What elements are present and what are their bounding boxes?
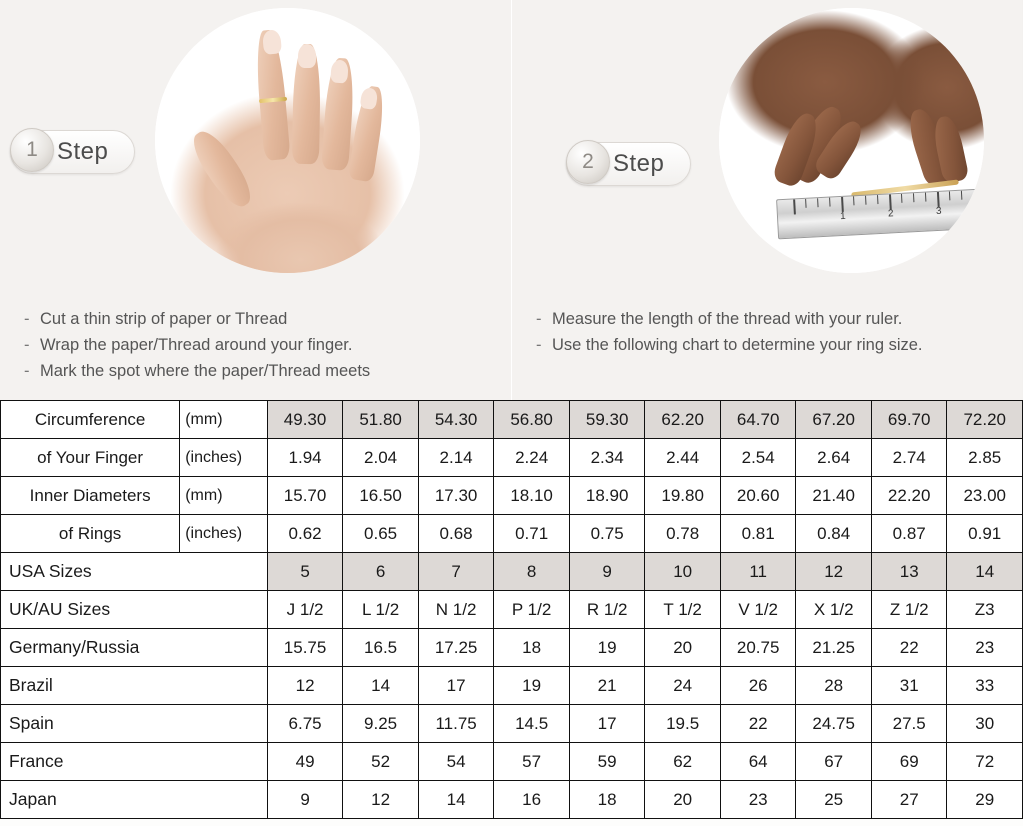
list-item: - Wrap the paper/Thread around your finger. <box>24 336 353 354</box>
cell: 0.68 <box>418 515 494 553</box>
cell: 12 <box>267 667 343 705</box>
row-label-inner-diameters-2: of Rings <box>1 515 180 553</box>
cell: 33 <box>947 667 1023 705</box>
row-label-germany-russia: Germany/Russia <box>1 629 268 667</box>
cell: 59 <box>569 743 645 781</box>
cell: 67.20 <box>796 401 872 439</box>
step-2-panel <box>511 0 1022 400</box>
row-label-brazil: Brazil <box>1 667 268 705</box>
cell: R 1/2 <box>569 591 645 629</box>
cell: Z 1/2 <box>871 591 947 629</box>
cell: 72 <box>947 743 1023 781</box>
table-row <box>1 629 1023 667</box>
cell: 69 <box>871 743 947 781</box>
step-2-badge <box>566 140 691 188</box>
cell: 6 <box>343 553 419 591</box>
cell: 0.84 <box>796 515 872 553</box>
row-label-circumference: Circumference <box>1 401 180 439</box>
hand-with-thread-illustration <box>155 8 420 273</box>
cell: 16.50 <box>343 477 419 515</box>
cell: 18 <box>569 781 645 819</box>
cell: 64 <box>720 743 796 781</box>
step-2-number: 2 <box>566 140 610 184</box>
cell: X 1/2 <box>796 591 872 629</box>
cell: 17 <box>418 667 494 705</box>
cell: 11 <box>720 553 796 591</box>
table-row <box>1 743 1023 781</box>
cell: N 1/2 <box>418 591 494 629</box>
row-label-circumference-2: of Your Finger <box>1 439 180 477</box>
ruler-number-3: 3 <box>935 205 942 218</box>
cell: 64.70 <box>720 401 796 439</box>
cell: 25 <box>796 781 872 819</box>
cell: 17.25 <box>418 629 494 667</box>
cell: 26 <box>720 667 796 705</box>
cell: 2.14 <box>418 439 494 477</box>
cell: 2.24 <box>494 439 570 477</box>
cell: 18.10 <box>494 477 570 515</box>
cell: 24 <box>645 667 721 705</box>
cell: 62 <box>645 743 721 781</box>
cell: 56.80 <box>494 401 570 439</box>
cell: 2.64 <box>796 439 872 477</box>
row-unit-inches: (inches) <box>180 515 268 553</box>
cell: 0.91 <box>947 515 1023 553</box>
cell: 28 <box>796 667 872 705</box>
list-item: - Mark the spot where the paper/Thread meets <box>24 362 371 380</box>
cell: 54 <box>418 743 494 781</box>
step-1-photo <box>155 8 420 273</box>
cell: 9 <box>267 781 343 819</box>
cell: 0.75 <box>569 515 645 553</box>
table-row <box>1 591 1023 629</box>
cell: 52 <box>343 743 419 781</box>
cell: 20.75 <box>720 629 796 667</box>
cell: 14 <box>343 667 419 705</box>
cell: 31 <box>871 667 947 705</box>
cell: 2.74 <box>871 439 947 477</box>
step-2-label: Step <box>613 150 665 177</box>
cell: 57 <box>494 743 570 781</box>
step-1-badge <box>10 128 135 176</box>
step-1-bullets <box>24 306 370 384</box>
ruler-number-2: 2 <box>887 208 894 220</box>
table-row <box>1 401 1023 439</box>
row-label-usa-sizes: USA Sizes <box>1 553 268 591</box>
row-label-japan: Japan <box>1 781 268 819</box>
cell: 18.90 <box>569 477 645 515</box>
cell: 16.5 <box>343 629 419 667</box>
cell: 5 <box>267 553 343 591</box>
cell: 15.70 <box>267 477 343 515</box>
hand-measuring-thread-illustration <box>719 8 984 273</box>
cell: 7 <box>418 553 494 591</box>
cell: 21 <box>569 667 645 705</box>
cell: 20 <box>645 629 721 667</box>
step-2-bullet-1: Measure the length of the thread with your ruler. <box>552 310 903 328</box>
cell: 51.80 <box>343 401 419 439</box>
cell: 2.44 <box>645 439 721 477</box>
row-label-france: France <box>1 743 268 781</box>
cell: 49.30 <box>267 401 343 439</box>
cell: 69.70 <box>871 401 947 439</box>
cell: 15.75 <box>267 629 343 667</box>
cell: 17.30 <box>418 477 494 515</box>
cell: 54.30 <box>418 401 494 439</box>
cell: 22 <box>720 705 796 743</box>
step-1-panel <box>0 0 511 400</box>
row-label-spain: Spain <box>1 705 268 743</box>
cell: 67 <box>796 743 872 781</box>
cell: 14 <box>947 553 1023 591</box>
row-unit-inches: (inches) <box>180 439 268 477</box>
size-table <box>0 400 1023 819</box>
table-row <box>1 553 1023 591</box>
steps-section <box>0 0 1023 400</box>
cell: 21.40 <box>796 477 872 515</box>
cell: 0.65 <box>343 515 419 553</box>
table-row <box>1 515 1023 553</box>
cell: 62.20 <box>645 401 721 439</box>
cell: 21.25 <box>796 629 872 667</box>
cell: 8 <box>494 553 570 591</box>
cell: V 1/2 <box>720 591 796 629</box>
list-item: - Measure the length of the thread with your ruler. <box>536 310 903 328</box>
cell: 0.87 <box>871 515 947 553</box>
cell: 0.81 <box>720 515 796 553</box>
cell: 9 <box>569 553 645 591</box>
cell: 14.5 <box>494 705 570 743</box>
step-1-bullet-2: Wrap the paper/Thread around your finger. <box>40 336 353 354</box>
step-2-bullet-2: Use the following chart to determine your ring size. <box>552 336 923 354</box>
cell: 12 <box>343 781 419 819</box>
ruler-number-1: 1 <box>839 210 846 223</box>
cell: 2.85 <box>947 439 1023 477</box>
cell: 10 <box>645 553 721 591</box>
row-unit-mm: (mm) <box>180 401 268 439</box>
cell: 23 <box>720 781 796 819</box>
cell: 22.20 <box>871 477 947 515</box>
cell: 11.75 <box>418 705 494 743</box>
step-1-bullet-1: Cut a thin strip of paper or Thread <box>40 310 288 328</box>
cell: 18 <box>494 629 570 667</box>
table-row <box>1 439 1023 477</box>
cell: 2.04 <box>343 439 419 477</box>
list-item: - Use the following chart to determine your ring size. <box>536 336 923 354</box>
cell: 6.75 <box>267 705 343 743</box>
cell: P 1/2 <box>494 591 570 629</box>
step-2-bullets <box>536 306 923 358</box>
table-row <box>1 667 1023 705</box>
cell: 24.75 <box>796 705 872 743</box>
cell: 19 <box>569 629 645 667</box>
cell: 27.5 <box>871 705 947 743</box>
cell: 14 <box>418 781 494 819</box>
cell: 19 <box>494 667 570 705</box>
cell: 23.00 <box>947 477 1023 515</box>
cell: 9.25 <box>343 705 419 743</box>
cell: 2.34 <box>569 439 645 477</box>
cell: 20 <box>645 781 721 819</box>
cell: 2.54 <box>720 439 796 477</box>
cell: T 1/2 <box>645 591 721 629</box>
cell: J 1/2 <box>267 591 343 629</box>
ring-size-chart <box>0 400 1023 819</box>
cell: 49 <box>267 743 343 781</box>
list-item: - Cut a thin strip of paper or Thread <box>24 310 288 328</box>
cell: 23 <box>947 629 1023 667</box>
cell: L 1/2 <box>343 591 419 629</box>
cell: 59.30 <box>569 401 645 439</box>
cell: 13 <box>871 553 947 591</box>
cell: 20.60 <box>720 477 796 515</box>
row-label-inner-diameters: Inner Diameters <box>1 477 180 515</box>
cell: 27 <box>871 781 947 819</box>
cell: 17 <box>569 705 645 743</box>
step-2-photo <box>719 8 984 273</box>
cell: 16 <box>494 781 570 819</box>
step-1-label: Step <box>57 138 109 165</box>
cell: 1.94 <box>267 439 343 477</box>
step-1-bullet-3: Mark the spot where the paper/Thread meets <box>40 362 371 380</box>
ruler <box>776 189 983 240</box>
cell: 0.62 <box>267 515 343 553</box>
cell: 30 <box>947 705 1023 743</box>
cell: 19.80 <box>645 477 721 515</box>
cell: 0.78 <box>645 515 721 553</box>
step-1-number: 1 <box>10 128 54 172</box>
cell: 0.71 <box>494 515 570 553</box>
cell: Z3 <box>947 591 1023 629</box>
row-unit-mm: (mm) <box>180 477 268 515</box>
table-row <box>1 705 1023 743</box>
cell: 12 <box>796 553 872 591</box>
table-row <box>1 781 1023 819</box>
cell: 19.5 <box>645 705 721 743</box>
table-row <box>1 477 1023 515</box>
cell: 72.20 <box>947 401 1023 439</box>
cell: 29 <box>947 781 1023 819</box>
cell: 22 <box>871 629 947 667</box>
row-label-uk-au-sizes: UK/AU Sizes <box>1 591 268 629</box>
